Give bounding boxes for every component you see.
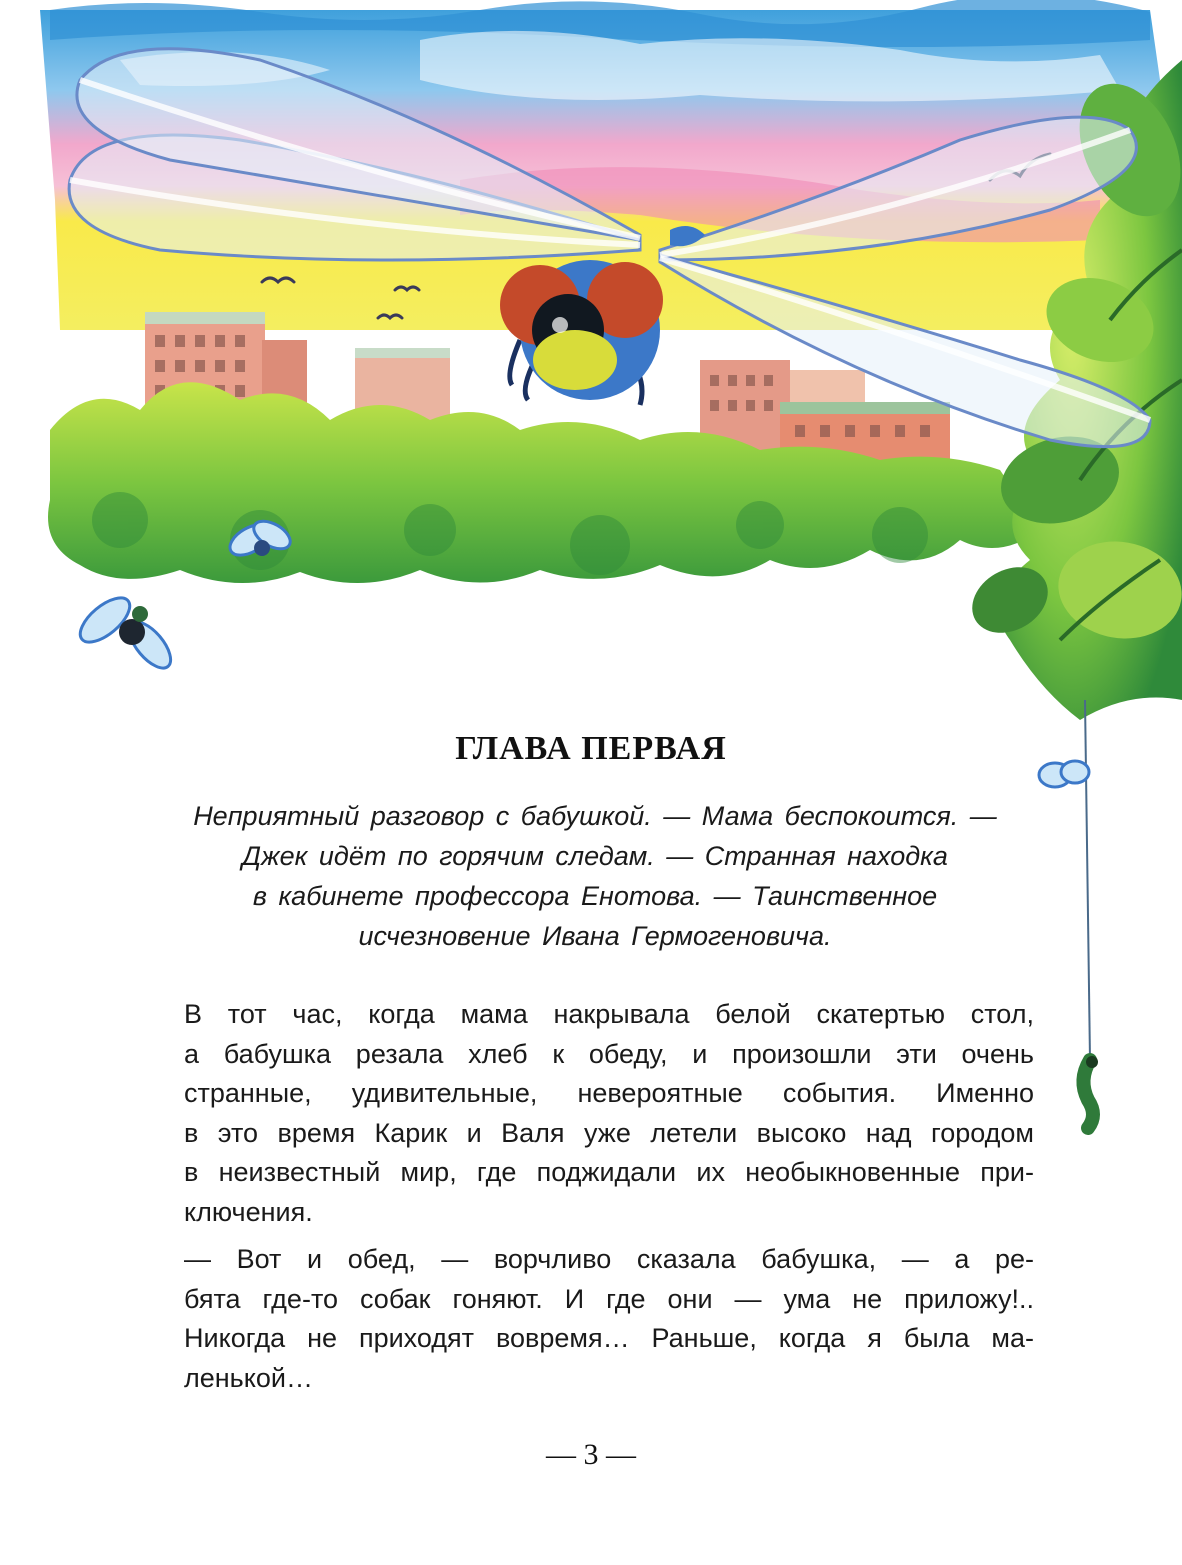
body-text xyxy=(146,995,1034,1406)
text-line: а бабушка резала хлеб к обеду, и произошли эти очень xyxy=(184,1038,1034,1069)
text-line: ключения. xyxy=(184,1196,313,1227)
text-line: ленькой… xyxy=(184,1362,313,1393)
page-number: — 3 — xyxy=(546,1438,636,1471)
chapter-synopsis xyxy=(150,796,1040,956)
paragraph xyxy=(146,995,1034,1232)
text-line: Никогда не приходят вовремя… Раньше, когда я была ма- xyxy=(184,1323,1034,1353)
paragraph xyxy=(146,1240,1034,1398)
text-line: странные, удивительные, невероятные события. Именно xyxy=(184,1078,1034,1108)
synopsis-line: исчезновение Ивана Гермогеновича. xyxy=(358,921,832,951)
text-line: бята где-то собак гоняют. И где они — ума не приложу!.. xyxy=(184,1283,1034,1314)
text-line: в неизвестный мир, где поджидали их необыкновенные при- xyxy=(184,1157,1034,1187)
housefly-icon xyxy=(73,590,178,675)
text-line: в это время Карик и Валя уже летели высоко над городом xyxy=(184,1117,1034,1148)
synopsis-line: в кабинете профессора Енотова. — Таинственное xyxy=(252,881,938,911)
synopsis-line: Джек идёт по горячим следам. — Странная находка xyxy=(242,841,948,871)
text-line: — Вот и обед, — ворчливо сказала бабушка, — а ре- xyxy=(184,1244,1034,1274)
text-line: В тот час, когда мама накрывала белой скатертью стол, xyxy=(184,999,1034,1029)
chapter-title: ГЛАВА ПЕРВАЯ xyxy=(455,730,727,767)
synopsis-line: Неприятный разговор с бабушкой. — Мама беспокоится. — xyxy=(193,801,997,831)
